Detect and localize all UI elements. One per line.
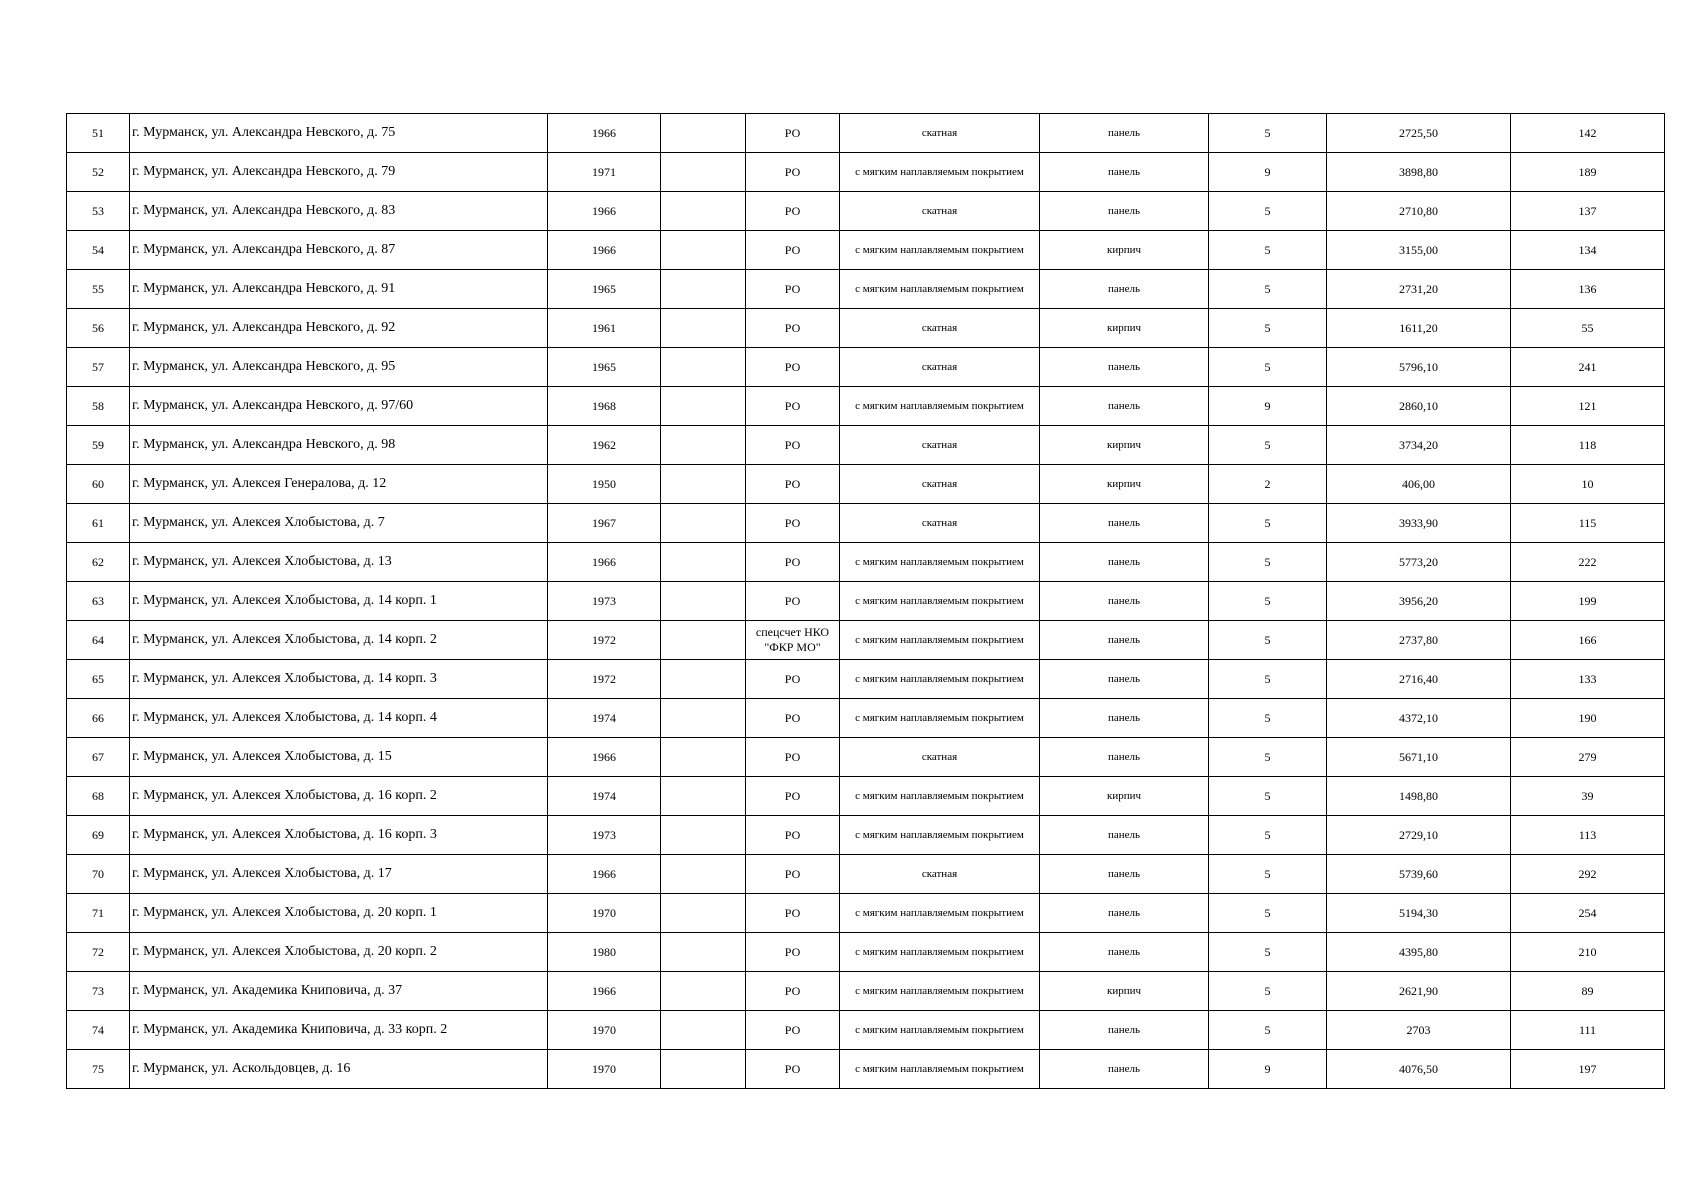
area-cell: 4395,80 (1327, 933, 1511, 972)
address-cell: г. Мурманск, ул. Алексея Хлобыстова, д. 20 корп. 1 (130, 894, 548, 933)
empty-cell (661, 543, 746, 582)
residents-cell: 115 (1511, 504, 1665, 543)
residents-cell: 197 (1511, 1050, 1665, 1089)
area-cell: 5671,10 (1327, 738, 1511, 777)
address-cell: г. Мурманск, ул. Александра Невского, д. 92 (130, 309, 548, 348)
build-year-cell: 1974 (548, 699, 661, 738)
roof-type-cell: с мягким наплавляемым покрытием (840, 933, 1040, 972)
roof-type-cell: с мягким наплавляемым покрытием (840, 270, 1040, 309)
empty-cell (661, 387, 746, 426)
empty-cell (661, 582, 746, 621)
wall-material-cell: панель (1040, 738, 1209, 777)
roof-type-cell: с мягким наплавляемым покрытием (840, 894, 1040, 933)
floors-cell: 5 (1209, 816, 1327, 855)
fund-method-cell: РО (746, 153, 840, 192)
address-cell: г. Мурманск, ул. Алексея Хлобыстова, д. 15 (130, 738, 548, 777)
floors-cell: 9 (1209, 387, 1327, 426)
table-row (67, 153, 1665, 192)
empty-cell (661, 972, 746, 1011)
floors-cell: 5 (1209, 114, 1327, 153)
residents-cell: 134 (1511, 231, 1665, 270)
build-year-cell: 1966 (548, 192, 661, 231)
residents-cell: 199 (1511, 582, 1665, 621)
table-row (67, 348, 1665, 387)
floors-cell: 5 (1209, 309, 1327, 348)
row-number-cell: 55 (67, 270, 130, 309)
wall-material-cell: кирпич (1040, 426, 1209, 465)
address-cell: г. Мурманск, ул. Александра Невского, д. 95 (130, 348, 548, 387)
table-row (67, 660, 1665, 699)
roof-type-cell: с мягким наплавляемым покрытием (840, 582, 1040, 621)
build-year-cell: 1974 (548, 777, 661, 816)
build-year-cell: 1970 (548, 1050, 661, 1089)
empty-cell (661, 816, 746, 855)
wall-material-cell: панель (1040, 894, 1209, 933)
roof-type-cell: с мягким наплавляемым покрытием (840, 387, 1040, 426)
address-cell: г. Мурманск, ул. Александра Невского, д. 98 (130, 426, 548, 465)
row-number-cell: 70 (67, 855, 130, 894)
table-row (67, 387, 1665, 426)
floors-cell: 5 (1209, 543, 1327, 582)
address-cell: г. Мурманск, ул. Александра Невского, д. 91 (130, 270, 548, 309)
area-cell: 2703 (1327, 1011, 1511, 1050)
roof-type-cell: с мягким наплавляемым покрытием (840, 816, 1040, 855)
floors-cell: 5 (1209, 894, 1327, 933)
residents-cell: 166 (1511, 621, 1665, 660)
fund-method-cell: РО (746, 894, 840, 933)
area-cell: 3956,20 (1327, 582, 1511, 621)
roof-type-cell: с мягким наплавляемым покрытием (840, 777, 1040, 816)
build-year-cell: 1966 (548, 972, 661, 1011)
address-cell: г. Мурманск, ул. Аскольдовцев, д. 16 (130, 1050, 548, 1089)
roof-type-cell: скатная (840, 504, 1040, 543)
area-cell: 5773,20 (1327, 543, 1511, 582)
wall-material-cell: панель (1040, 270, 1209, 309)
area-cell: 3155,00 (1327, 231, 1511, 270)
roof-type-cell: с мягким наплавляемым покрытием (840, 153, 1040, 192)
empty-cell (661, 777, 746, 816)
empty-cell (661, 738, 746, 777)
build-year-cell: 1970 (548, 1011, 661, 1050)
wall-material-cell: панель (1040, 504, 1209, 543)
row-number-cell: 62 (67, 543, 130, 582)
row-number-cell: 73 (67, 972, 130, 1011)
address-cell: г. Мурманск, ул. Александра Невского, д. 75 (130, 114, 548, 153)
row-number-cell: 72 (67, 933, 130, 972)
floors-cell: 5 (1209, 231, 1327, 270)
row-number-cell: 58 (67, 387, 130, 426)
address-cell: г. Мурманск, ул. Александра Невского, д. 87 (130, 231, 548, 270)
fund-method-cell: РО (746, 348, 840, 387)
build-year-cell: 1968 (548, 387, 661, 426)
fund-method-cell: РО (746, 543, 840, 582)
build-year-cell: 1966 (548, 855, 661, 894)
wall-material-cell: кирпич (1040, 972, 1209, 1011)
table-row (67, 699, 1665, 738)
fund-method-cell: РО (746, 777, 840, 816)
area-cell: 4076,50 (1327, 1050, 1511, 1089)
roof-type-cell: скатная (840, 738, 1040, 777)
area-cell: 2621,90 (1327, 972, 1511, 1011)
roof-type-cell: скатная (840, 855, 1040, 894)
address-cell: г. Мурманск, ул. Академика Книповича, д. 37 (130, 972, 548, 1011)
area-cell: 3734,20 (1327, 426, 1511, 465)
residents-cell: 111 (1511, 1011, 1665, 1050)
residents-cell: 279 (1511, 738, 1665, 777)
empty-cell (661, 855, 746, 894)
residents-cell: 292 (1511, 855, 1665, 894)
residents-cell: 137 (1511, 192, 1665, 231)
address-cell: г. Мурманск, ул. Академика Книповича, д. 33 корп. 2 (130, 1011, 548, 1050)
address-cell: г. Мурманск, ул. Александра Невского, д. 83 (130, 192, 548, 231)
build-year-cell: 1962 (548, 426, 661, 465)
empty-cell (661, 231, 746, 270)
fund-method-cell: РО (746, 738, 840, 777)
address-cell: г. Мурманск, ул. Алексея Хлобыстова, д. 14 корп. 4 (130, 699, 548, 738)
empty-cell (661, 270, 746, 309)
build-year-cell: 1970 (548, 894, 661, 933)
table-row (67, 894, 1665, 933)
floors-cell: 5 (1209, 504, 1327, 543)
row-number-cell: 60 (67, 465, 130, 504)
row-number-cell: 51 (67, 114, 130, 153)
address-cell: г. Мурманск, ул. Алексея Хлобыстова, д. 7 (130, 504, 548, 543)
build-year-cell: 1965 (548, 270, 661, 309)
residents-cell: 133 (1511, 660, 1665, 699)
table-row (67, 309, 1665, 348)
roof-type-cell: скатная (840, 348, 1040, 387)
residents-cell: 89 (1511, 972, 1665, 1011)
fund-method-cell: РО (746, 192, 840, 231)
residents-cell: 121 (1511, 387, 1665, 426)
wall-material-cell: панель (1040, 387, 1209, 426)
row-number-cell: 63 (67, 582, 130, 621)
row-number-cell: 52 (67, 153, 130, 192)
fund-method-cell: спецсчет НКО "ФКР МО" (746, 621, 840, 660)
floors-cell: 2 (1209, 465, 1327, 504)
build-year-cell: 1967 (548, 504, 661, 543)
table-row (67, 855, 1665, 894)
fund-method-cell: РО (746, 660, 840, 699)
area-cell: 1498,80 (1327, 777, 1511, 816)
fund-method-cell: РО (746, 855, 840, 894)
row-number-cell: 56 (67, 309, 130, 348)
wall-material-cell: панель (1040, 543, 1209, 582)
empty-cell (661, 894, 746, 933)
floors-cell: 9 (1209, 153, 1327, 192)
area-cell: 5739,60 (1327, 855, 1511, 894)
roof-type-cell: скатная (840, 309, 1040, 348)
address-cell: г. Мурманск, ул. Алексея Хлобыстова, д. 16 корп. 2 (130, 777, 548, 816)
fund-method-cell: РО (746, 972, 840, 1011)
wall-material-cell: панель (1040, 114, 1209, 153)
residents-cell: 118 (1511, 426, 1665, 465)
housing-registry-table (66, 113, 1665, 1089)
area-cell: 2725,50 (1327, 114, 1511, 153)
row-number-cell: 67 (67, 738, 130, 777)
address-cell: г. Мурманск, ул. Алексея Хлобыстова, д. 14 корп. 3 (130, 660, 548, 699)
wall-material-cell: панель (1040, 153, 1209, 192)
wall-material-cell: кирпич (1040, 309, 1209, 348)
wall-material-cell: панель (1040, 660, 1209, 699)
empty-cell (661, 621, 746, 660)
row-number-cell: 65 (67, 660, 130, 699)
roof-type-cell: с мягким наплавляемым покрытием (840, 231, 1040, 270)
fund-method-cell: РО (746, 582, 840, 621)
area-cell: 5796,10 (1327, 348, 1511, 387)
table-row (67, 933, 1665, 972)
area-cell: 3898,80 (1327, 153, 1511, 192)
fund-method-cell: РО (746, 699, 840, 738)
empty-cell (661, 426, 746, 465)
floors-cell: 5 (1209, 699, 1327, 738)
build-year-cell: 1972 (548, 621, 661, 660)
residents-cell: 254 (1511, 894, 1665, 933)
area-cell: 2716,40 (1327, 660, 1511, 699)
empty-cell (661, 933, 746, 972)
roof-type-cell: с мягким наплавляемым покрытием (840, 972, 1040, 1011)
build-year-cell: 1971 (548, 153, 661, 192)
roof-type-cell: скатная (840, 192, 1040, 231)
row-number-cell: 68 (67, 777, 130, 816)
empty-cell (661, 504, 746, 543)
floors-cell: 5 (1209, 270, 1327, 309)
table-row (67, 582, 1665, 621)
area-cell: 2860,10 (1327, 387, 1511, 426)
empty-cell (661, 114, 746, 153)
floors-cell: 5 (1209, 426, 1327, 465)
table-row (67, 465, 1665, 504)
registry-body (67, 114, 1665, 1089)
wall-material-cell: панель (1040, 699, 1209, 738)
fund-method-cell: РО (746, 1011, 840, 1050)
table-row (67, 426, 1665, 465)
row-number-cell: 59 (67, 426, 130, 465)
residents-cell: 241 (1511, 348, 1665, 387)
roof-type-cell: скатная (840, 465, 1040, 504)
row-number-cell: 74 (67, 1011, 130, 1050)
row-number-cell: 61 (67, 504, 130, 543)
build-year-cell: 1966 (548, 231, 661, 270)
fund-method-cell: РО (746, 426, 840, 465)
residents-cell: 113 (1511, 816, 1665, 855)
row-number-cell: 64 (67, 621, 130, 660)
floors-cell: 5 (1209, 582, 1327, 621)
build-year-cell: 1965 (548, 348, 661, 387)
floors-cell: 5 (1209, 777, 1327, 816)
residents-cell: 210 (1511, 933, 1665, 972)
fund-method-cell: РО (746, 933, 840, 972)
wall-material-cell: кирпич (1040, 777, 1209, 816)
residents-cell: 55 (1511, 309, 1665, 348)
roof-type-cell: с мягким наплавляемым покрытием (840, 699, 1040, 738)
floors-cell: 5 (1209, 855, 1327, 894)
address-cell: г. Мурманск, ул. Александра Невского, д. 79 (130, 153, 548, 192)
wall-material-cell: кирпич (1040, 231, 1209, 270)
table-row (67, 972, 1665, 1011)
wall-material-cell: кирпич (1040, 465, 1209, 504)
address-cell: г. Мурманск, ул. Алексея Хлобыстова, д. 20 корп. 2 (130, 933, 548, 972)
area-cell: 2731,20 (1327, 270, 1511, 309)
wall-material-cell: панель (1040, 816, 1209, 855)
row-number-cell: 57 (67, 348, 130, 387)
wall-material-cell: панель (1040, 1011, 1209, 1050)
residents-cell: 189 (1511, 153, 1665, 192)
floors-cell: 5 (1209, 933, 1327, 972)
empty-cell (661, 660, 746, 699)
wall-material-cell: панель (1040, 582, 1209, 621)
build-year-cell: 1973 (548, 816, 661, 855)
floors-cell: 5 (1209, 348, 1327, 387)
table-row (67, 270, 1665, 309)
row-number-cell: 69 (67, 816, 130, 855)
empty-cell (661, 153, 746, 192)
fund-method-cell: РО (746, 465, 840, 504)
roof-type-cell: с мягким наплавляемым покрытием (840, 1011, 1040, 1050)
floors-cell: 5 (1209, 972, 1327, 1011)
roof-type-cell: с мягким наплавляемым покрытием (840, 543, 1040, 582)
residents-cell: 10 (1511, 465, 1665, 504)
floors-cell: 5 (1209, 192, 1327, 231)
address-cell: г. Мурманск, ул. Алексея Хлобыстова, д. 17 (130, 855, 548, 894)
address-cell: г. Мурманск, ул. Александра Невского, д. 97/60 (130, 387, 548, 426)
build-year-cell: 1966 (548, 114, 661, 153)
area-cell: 3933,90 (1327, 504, 1511, 543)
table-row (67, 114, 1665, 153)
roof-type-cell: скатная (840, 426, 1040, 465)
row-number-cell: 71 (67, 894, 130, 933)
empty-cell (661, 348, 746, 387)
build-year-cell: 1980 (548, 933, 661, 972)
area-cell: 2737,80 (1327, 621, 1511, 660)
row-number-cell: 75 (67, 1050, 130, 1089)
table-row (67, 1011, 1665, 1050)
empty-cell (661, 309, 746, 348)
area-cell: 1611,20 (1327, 309, 1511, 348)
fund-method-cell: РО (746, 231, 840, 270)
build-year-cell: 1950 (548, 465, 661, 504)
fund-method-cell: РО (746, 309, 840, 348)
empty-cell (661, 1050, 746, 1089)
floors-cell: 5 (1209, 621, 1327, 660)
empty-cell (661, 1011, 746, 1050)
table-row (67, 543, 1665, 582)
floors-cell: 5 (1209, 1011, 1327, 1050)
address-cell: г. Мурманск, ул. Алексея Хлобыстова, д. 14 корп. 1 (130, 582, 548, 621)
residents-cell: 136 (1511, 270, 1665, 309)
build-year-cell: 1966 (548, 543, 661, 582)
roof-type-cell: скатная (840, 114, 1040, 153)
fund-method-cell: РО (746, 114, 840, 153)
residents-cell: 142 (1511, 114, 1665, 153)
fund-method-cell: РО (746, 387, 840, 426)
build-year-cell: 1972 (548, 660, 661, 699)
roof-type-cell: с мягким наплавляемым покрытием (840, 660, 1040, 699)
area-cell: 2710,80 (1327, 192, 1511, 231)
residents-cell: 39 (1511, 777, 1665, 816)
residents-cell: 190 (1511, 699, 1665, 738)
wall-material-cell: панель (1040, 621, 1209, 660)
floors-cell: 5 (1209, 738, 1327, 777)
table-row (67, 1050, 1665, 1089)
floors-cell: 5 (1209, 660, 1327, 699)
table-row (67, 231, 1665, 270)
address-cell: г. Мурманск, ул. Алексея Хлобыстова, д. 16 корп. 3 (130, 816, 548, 855)
row-number-cell: 66 (67, 699, 130, 738)
area-cell: 4372,10 (1327, 699, 1511, 738)
address-cell: г. Мурманск, ул. Алексея Хлобыстова, д. 14 корп. 2 (130, 621, 548, 660)
address-cell: г. Мурманск, ул. Алексея Генералова, д. 12 (130, 465, 548, 504)
area-cell: 5194,30 (1327, 894, 1511, 933)
row-number-cell: 54 (67, 231, 130, 270)
wall-material-cell: панель (1040, 1050, 1209, 1089)
floors-cell: 9 (1209, 1050, 1327, 1089)
empty-cell (661, 192, 746, 231)
address-cell: г. Мурманск, ул. Алексея Хлобыстова, д. 13 (130, 543, 548, 582)
fund-method-cell: РО (746, 1050, 840, 1089)
table-row (67, 816, 1665, 855)
build-year-cell: 1961 (548, 309, 661, 348)
fund-method-cell: РО (746, 816, 840, 855)
table-row (67, 504, 1665, 543)
wall-material-cell: панель (1040, 192, 1209, 231)
empty-cell (661, 699, 746, 738)
area-cell: 2729,10 (1327, 816, 1511, 855)
table-row (67, 192, 1665, 231)
roof-type-cell: с мягким наплавляемым покрытием (840, 621, 1040, 660)
table-row (67, 621, 1665, 660)
fund-method-cell: РО (746, 504, 840, 543)
residents-cell: 222 (1511, 543, 1665, 582)
fund-method-cell: РО (746, 270, 840, 309)
wall-material-cell: панель (1040, 855, 1209, 894)
table-row (67, 777, 1665, 816)
wall-material-cell: панель (1040, 348, 1209, 387)
wall-material-cell: панель (1040, 933, 1209, 972)
table-row (67, 738, 1665, 777)
build-year-cell: 1973 (548, 582, 661, 621)
area-cell: 406,00 (1327, 465, 1511, 504)
roof-type-cell: с мягким наплавляемым покрытием (840, 1050, 1040, 1089)
build-year-cell: 1966 (548, 738, 661, 777)
empty-cell (661, 465, 746, 504)
row-number-cell: 53 (67, 192, 130, 231)
